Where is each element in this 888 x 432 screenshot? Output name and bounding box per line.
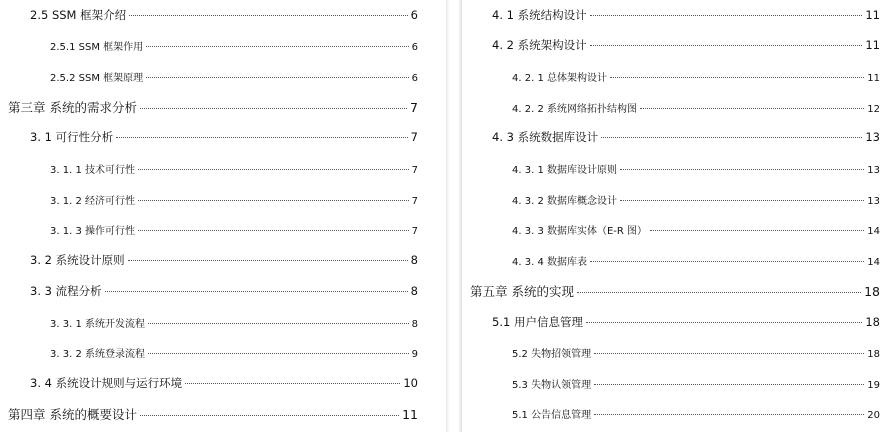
toc-entry (30, 129, 418, 145)
toc-leader-dots (594, 353, 864, 354)
toc-page-number: 8 (411, 319, 418, 330)
toc-leader-dots (146, 77, 409, 78)
toc-leader-dots (590, 261, 864, 262)
toc-entry (512, 345, 880, 360)
toc-leader-dots (116, 137, 408, 138)
toc-page-number: 11 (865, 38, 880, 52)
toc-page-number: 8 (410, 284, 418, 298)
toc-entry-title: 3. 1. 3 操作可行性 (50, 226, 135, 237)
toc-leader-dots (138, 230, 409, 231)
toc-entry (492, 129, 880, 145)
toc-entry (512, 192, 880, 207)
toc-leader-dots (148, 353, 409, 354)
toc-leader-dots (586, 322, 862, 323)
toc-page-number: 13 (865, 130, 880, 144)
toc-page-number: 11 (402, 407, 418, 422)
toc-entry (512, 161, 880, 176)
toc-entry (30, 283, 418, 299)
toc-entry-title: 3. 3. 1 系统开发流程 (50, 319, 145, 330)
toc-entry-title: 5.1 用户信息管理 (492, 315, 583, 329)
toc-leader-dots (594, 414, 864, 415)
toc-entry (30, 7, 418, 23)
toc-entry (50, 38, 418, 53)
toc-chapter-entry (8, 405, 418, 423)
toc-page-number: 7 (411, 165, 418, 176)
toc-leader-dots (590, 15, 863, 16)
toc-page-number: 13 (867, 196, 880, 207)
toc-entry-title: 5.3 失物认领管理 (512, 380, 592, 391)
toc-entry-title: 2.5 SSM 框架介绍 (30, 8, 127, 22)
toc-leader-dots (601, 137, 862, 138)
toc-entry-title: 3. 3 流程分析 (30, 284, 102, 298)
toc-leader-dots (590, 45, 863, 46)
toc-entry (50, 69, 418, 84)
toc-leader-dots (138, 169, 409, 170)
toc-entry-title: 4. 3. 2 数据库概念设计 (512, 196, 617, 207)
toc-page-number: 7 (411, 226, 418, 237)
toc-page-number: 6 (411, 42, 418, 53)
toc-entry (492, 314, 880, 330)
toc-entry-title: 2.5.2 SSM 框架原理 (50, 73, 144, 84)
toc-leader-dots (105, 291, 408, 292)
toc-page-number: 6 (410, 8, 418, 22)
toc-page-number: 19 (867, 380, 880, 391)
toc-leader-dots (140, 108, 407, 109)
toc-page-right (462, 0, 888, 432)
toc-page-number: 18 (867, 349, 880, 360)
toc-chapter-entry (8, 98, 418, 116)
toc-leader-dots (140, 415, 399, 416)
toc-entry-title: 第五章 系统的实现 (470, 284, 574, 299)
toc-page-number: 20 (867, 410, 880, 421)
toc-entry (30, 252, 418, 268)
toc-leader-dots (185, 383, 400, 384)
toc-entry-title: 4. 3. 1 数据库设计原则 (512, 165, 617, 176)
toc-page-number: 8 (410, 253, 418, 267)
toc-entry (512, 222, 880, 237)
toc-entry-title: 4. 3 系统数据库设计 (492, 130, 599, 144)
toc-page-number: 10 (403, 376, 418, 390)
toc-entry-title: 4. 2 系统架构设计 (492, 38, 587, 52)
toc-leader-dots (146, 46, 409, 47)
toc-page-number: 14 (867, 257, 880, 268)
toc-page-number: 11 (865, 8, 880, 22)
toc-page-number: 14 (867, 226, 880, 237)
toc-entry-title: 4. 2. 1 总体架构设计 (512, 73, 607, 84)
toc-leader-dots (128, 260, 408, 261)
toc-page-number: 12 (867, 104, 880, 115)
toc-entry (512, 253, 880, 268)
toc-entry (512, 406, 880, 421)
toc-page-number: 9 (411, 349, 418, 360)
toc-entry-title: 4. 2. 2 系统网络拓扑结构图 (512, 104, 637, 115)
toc-leader-dots (577, 292, 861, 293)
toc-entry-title: 3. 4 系统设计规则与运行环境 (30, 376, 183, 390)
toc-entry (50, 192, 418, 207)
toc-page-number: 18 (864, 284, 880, 299)
toc-entry (50, 161, 418, 176)
toc-page-number: 18 (865, 315, 880, 329)
toc-leader-dots (129, 15, 408, 16)
toc-entry (492, 7, 880, 23)
toc-leader-dots (620, 169, 864, 170)
toc-entry (492, 37, 880, 53)
toc-entry-title: 2.5.1 SSM 框架作用 (50, 42, 144, 53)
toc-chapter-entry (470, 282, 880, 300)
toc-entry-title: 第三章 系统的需求分析 (8, 100, 137, 115)
toc-leader-dots (138, 200, 409, 201)
toc-page-number: 7 (410, 100, 418, 115)
toc-entry-title: 4. 1 系统结构设计 (492, 8, 587, 22)
toc-entry-title: 5.1 公告信息管理 (512, 410, 592, 421)
toc-entry-title: 3. 1. 2 经济可行性 (50, 196, 135, 207)
toc-page-number: 7 (410, 130, 418, 144)
toc-entry (50, 345, 418, 360)
toc-leader-dots (650, 230, 864, 231)
page-separator (446, 0, 462, 432)
toc-entry-title: 4. 3. 4 数据库表 (512, 257, 587, 268)
toc-page-number: 11 (867, 73, 880, 84)
toc-entry-title: 3. 1. 1 技术可行性 (50, 165, 135, 176)
toc-entry-title: 5.2 失物招领管理 (512, 349, 592, 360)
toc-leader-dots (640, 108, 864, 109)
toc-entry-title: 4. 3. 3 数据库实体（E-R 图） (512, 226, 648, 237)
toc-leader-dots (148, 323, 409, 324)
toc-entry (512, 100, 880, 115)
toc-page-number: 6 (411, 73, 418, 84)
toc-entry-title: 第四章 系统的概要设计 (8, 407, 137, 422)
toc-page-number: 7 (411, 196, 418, 207)
toc-entry (512, 376, 880, 391)
toc-entry-title: 3. 3. 2 系统登录流程 (50, 349, 145, 360)
toc-page-number: 13 (867, 165, 880, 176)
toc-leader-dots (594, 384, 864, 385)
toc-entry (30, 375, 418, 391)
toc-entry-title: 3. 2 系统设计原则 (30, 253, 125, 267)
toc-entry (50, 222, 418, 237)
toc-leader-dots (610, 77, 864, 78)
toc-entry-title: 3. 1 可行性分析 (30, 130, 114, 144)
toc-entry (50, 315, 418, 330)
toc-entry (512, 69, 880, 84)
toc-leader-dots (620, 200, 864, 201)
